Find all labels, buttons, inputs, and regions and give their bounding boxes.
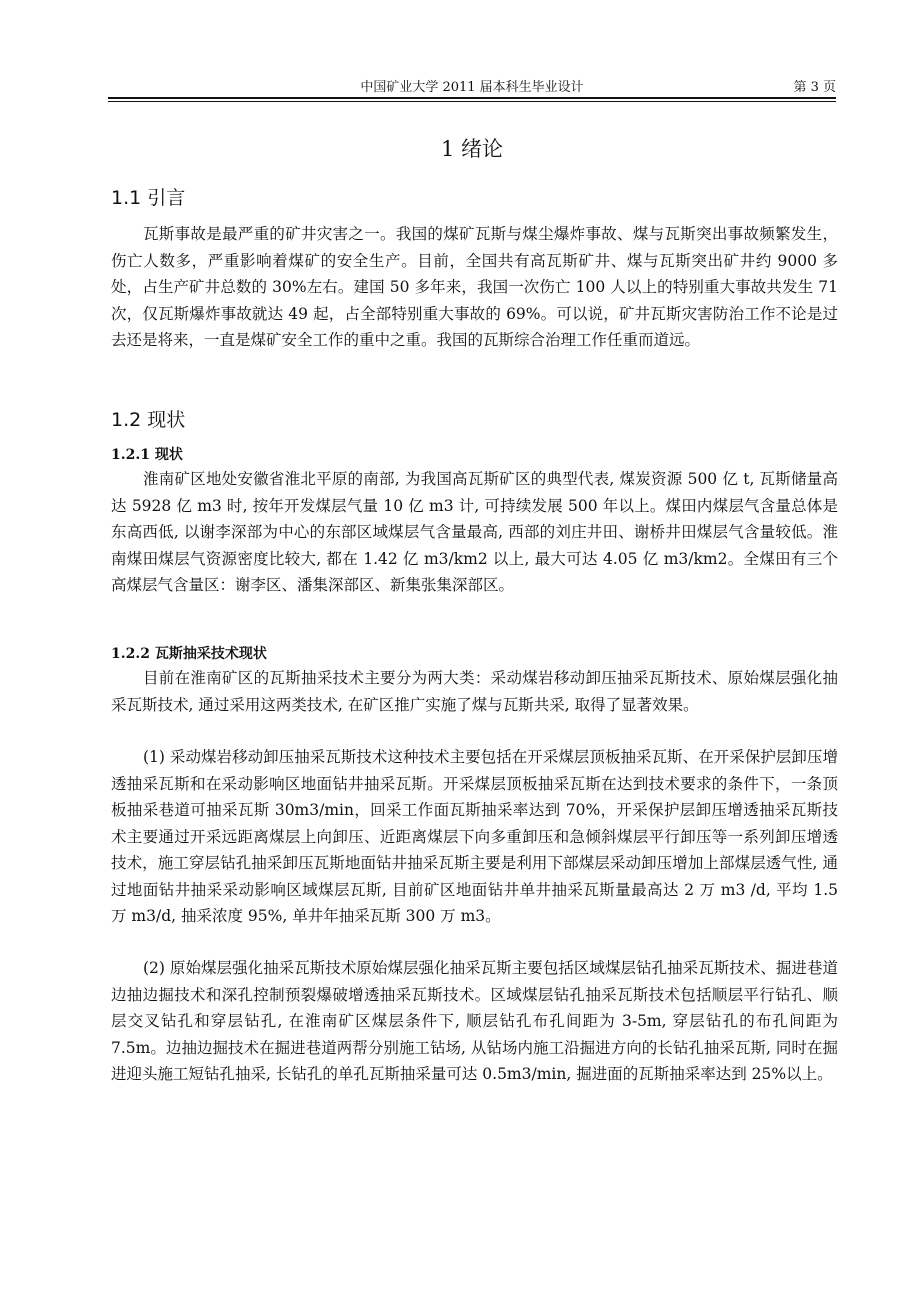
status-paragraph: 淮南矿区地处安徽省淮北平原的南部, 为我国高瓦斯矿区的典型代表, 煤炭资源 500 亿 t, 瓦斯储量高达 5928 亿 m3 时, 按年开发煤层气量 10 亿 m3 计, 可持续发展 500 年以上。煤田内煤层气含量总体是东高西低, 以谢李深部为中心的东部区域煤层气含量最高, 西部的刘庄井田、谢桥井田煤层气含量较低。淮南煤田煤层气资源密度比较大, 都在 1.42 亿 m3/km2 以上, 最大可达 4.05 亿 m3/km2。全煤田有三个高煤层气含量区：谢李区、潘集深部区、新集张集深部区。: [111, 470, 838, 594]
extraction-overview-paragraph: 目前在淮南矿区的瓦斯抽采技术主要分为两大类：采动煤岩移动卸压抽采瓦斯技术、原始煤层强化抽采瓦斯技术, 通过采用这两类技术, 在矿区推广实施了煤与瓦斯共采, 取得了显著效果。: [111, 669, 838, 714]
page-number: 第 3 页: [793, 80, 836, 95]
introduction-paragraph: 瓦斯事故是最严重的矿井灾害之一。我国的煤矿瓦斯与煤尘爆炸事故、煤与瓦斯突出事故频繁发生，伤亡人数多，严重影响着煤矿的安全生产。目前，全国共有高瓦斯矿井、煤与瓦斯突出矿井约 9000 多处，占生产矿井总数的 30%左右。建国 50 多年来，我国一次伤亡 100 人以上的特别重大事故共发生 71 次，仅瓦斯爆炸事故就达 49 起，占全部特别重大事故的 69%。可以说，矿井瓦斯灾害防治工作不论是过去还是将来，一直是煤矿安全工作的重中之重。我国的瓦斯综合治理工作任重而道远。: [111, 225, 838, 349]
subsection-heading-status: 1.2.1 现状: [111, 447, 183, 463]
section-heading-introduction: 1.1 引言: [111, 187, 186, 209]
page-header: [108, 74, 836, 96]
header-title: 中国矿业大学 2011 届本科生毕业设计: [360, 80, 584, 95]
subsection-heading-extraction-tech: 1.2.2 瓦斯抽采技术现状: [111, 646, 267, 662]
header-rule-thin: [108, 101, 836, 102]
header-rule-thick: [108, 97, 836, 99]
extraction-method-1-paragraph: (1) 采动煤岩移动卸压抽采瓦斯技术这种技术主要包括在开采煤层顶板抽采瓦斯、在开采保护层卸压增透抽采瓦斯和在采动影响区地面钻井抽采瓦斯。开采煤层顶板抽采瓦斯在达到技术要求的条件下，一条顶板抽采巷道可抽采瓦斯 30m3/min，回采工作面瓦斯抽采率达到 70%，开采保护层卸压增透抽采瓦斯技术主要通过开采远距离煤层上向卸压、近距离煤层下向多重卸压和急倾斜煤层平行卸压等一系列卸压增透技术，施工穿层钻孔抽采卸压瓦斯地面钻井抽采瓦斯主要是利用下部煤层采动卸压增加上部煤层透气性, 通过地面钻井抽采采动影响区域煤层瓦斯, 目前矿区地面钻井单井抽采瓦斯量最高达 2 万 m3 /d, 平均 1.5 万 m3/d, 抽采浓度 95%, 单井年抽采瓦斯 300 万 m3。: [111, 748, 838, 925]
extraction-method-2-paragraph: (2) 原始煤层强化抽采瓦斯技术原始煤层强化抽采瓦斯主要包括区域煤层钻孔抽采瓦斯技术、掘进巷道边抽边掘技术和深孔控制预裂爆破增透抽采瓦斯技术。区域煤层钻孔抽采瓦斯技术包括顺层平行钻孔、顺层交叉钻孔和穿层钻孔, 在淮南矿区煤层条件下, 顺层钻孔布孔间距为 3-5m, 穿层钻孔的布孔间距为 7.5m。边抽边掘技术在掘进巷道两帮分别施工钻场, 从钻场内施工沿掘进方向的长钻孔抽采瓦斯, 同时在掘进迎头施工短钻孔抽采, 长钻孔的单孔瓦斯抽采量可达 0.5m3/min, 掘进面的瓦斯抽采率达到 25%以上。: [111, 959, 838, 1083]
section-heading-status: 1.2 现状: [111, 409, 186, 431]
chapter-title: 1 绪论: [440, 137, 504, 161]
